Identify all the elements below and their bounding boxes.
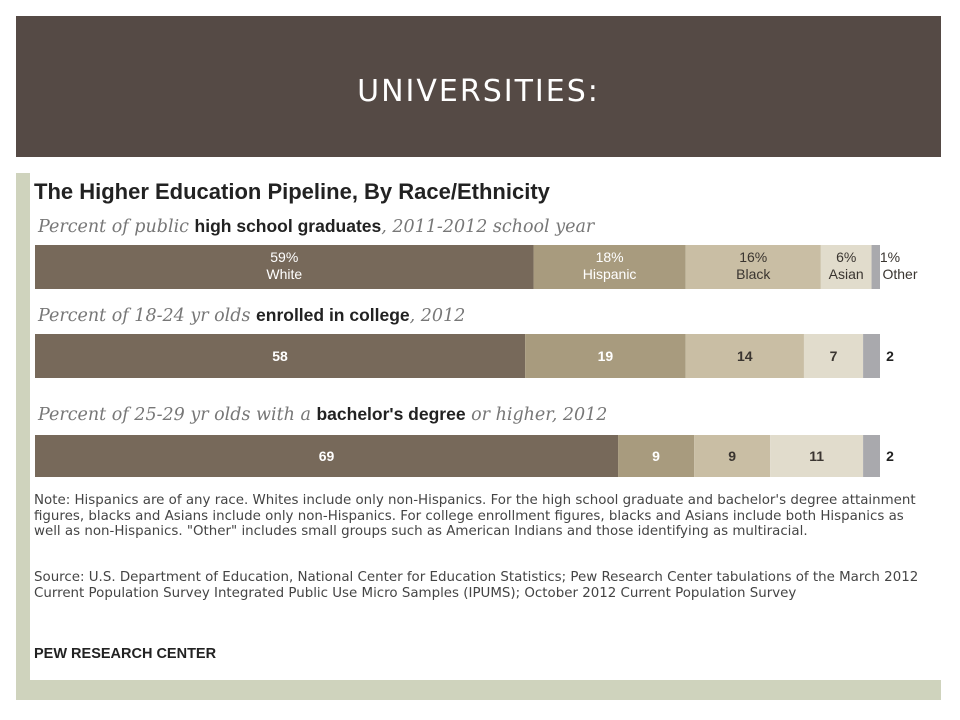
category-label: White xyxy=(266,266,303,282)
chart-note: Note: Hispanics are of any race. Whites include only non-Hispanics. For the high school graduate and bachelor's degree attainment figures, blacks and Asians include only non-Hispanics. For college enrollment figures, blacks and Asians include both Hispanics as well as non-Hispanics. "Other" includes small groups such as American Indians and those identifying as multiracial. xyxy=(34,493,916,539)
category-label: Other xyxy=(882,266,918,282)
subtitle-pre: Percent of 25-29 yr olds with a xyxy=(38,405,317,425)
subtitle-pre: Percent of public xyxy=(38,217,195,237)
subtitle-emphasis: enrolled in college xyxy=(256,305,410,325)
data-label: 6% xyxy=(836,249,857,265)
subtitle-pre: Percent of 18-24 yr olds xyxy=(38,306,257,326)
data-label: 1% xyxy=(879,249,901,265)
bar-segment-other xyxy=(863,334,880,378)
chart-title: The Higher Education Pipeline, By Race/Ethnicity xyxy=(34,179,550,204)
bar-segment-other xyxy=(863,435,880,477)
data-label: 9 xyxy=(728,448,737,464)
title-bar xyxy=(16,16,941,157)
data-label: 9 xyxy=(652,448,660,464)
pew-credit: PEW RESEARCH CENTER xyxy=(34,646,217,662)
data-label: 2 xyxy=(886,448,894,464)
data-label: 58 xyxy=(272,348,288,364)
data-label: 2 xyxy=(886,348,894,364)
bar-segment-other xyxy=(872,245,880,289)
subtitle-emphasis: bachelor's degree xyxy=(316,404,466,424)
subtitle-post: or higher, 2012 xyxy=(465,405,608,425)
chart-source: Source: U.S. Department of Education, National Center for Education Statistics; Pew Research Center tabulations of the March 2012 Current Population Survey Integrated Public Use Micro Samples (IPUMS); October 2012 Current Population Survey xyxy=(34,570,919,601)
slide-title: UNIVERSITIES: xyxy=(357,74,600,109)
data-label: 11 xyxy=(809,448,825,464)
category-label: Black xyxy=(736,266,771,282)
data-label: 16% xyxy=(739,249,768,265)
subtitle-emphasis: high school graduates xyxy=(194,216,382,236)
frame-bottom-border xyxy=(16,680,941,700)
frame-left-border xyxy=(16,173,30,700)
data-label: 69 xyxy=(318,448,335,464)
subtitle-post: , 2011-2012 school year xyxy=(381,217,595,237)
subtitle-post: , 2012 xyxy=(409,306,466,326)
category-label: Hispanic xyxy=(582,266,637,282)
stacked-bars xyxy=(30,173,941,493)
data-label: 18% xyxy=(595,249,624,265)
chart-figure xyxy=(30,173,941,680)
category-label: Asian xyxy=(828,266,864,282)
data-label: 7 xyxy=(829,348,838,364)
data-label: 19 xyxy=(597,348,614,364)
data-label: 59% xyxy=(270,249,299,265)
data-label: 14 xyxy=(737,348,753,364)
